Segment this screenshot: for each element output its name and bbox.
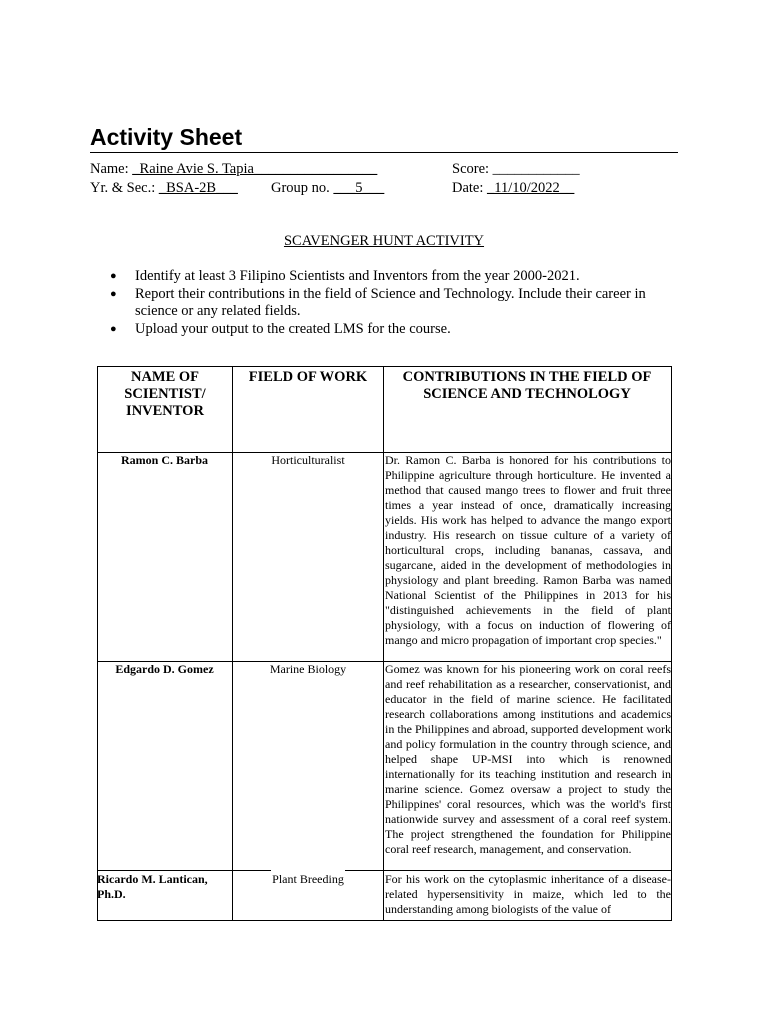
- table-border-right: [671, 366, 672, 921]
- activity-heading: SCAVENGER HUNT ACTIVITY: [283, 233, 485, 249]
- instruction-list: [110, 268, 680, 339]
- column-divider: [383, 366, 384, 921]
- field-of-work: Plant Breeding: [272, 872, 344, 886]
- table-border-bottom: [97, 920, 672, 921]
- column-divider: [232, 366, 233, 921]
- yrsec-row: [90, 180, 238, 197]
- field-of-work: Horticulturalist: [271, 453, 345, 467]
- column-header-field: FIELD OF WORK: [248, 369, 368, 385]
- scientist-name: Ricardo M. Lantican, Ph.D.: [97, 872, 208, 901]
- instruction-item: ● Upload your output to the created LMS for the course.: [110, 321, 680, 338]
- name-label: Name:: [90, 161, 129, 177]
- score-label: Score:: [452, 161, 490, 177]
- title-divider: [90, 152, 678, 153]
- page-title: Activity Sheet: [90, 124, 243, 150]
- column-header-contributions: CONTRIBUTIONS IN THE FIELD OF SCIENCE AND TECHNOLOGY: [402, 369, 652, 402]
- contribution-text: Dr. Ramon C. Barba is honored for his contributions to Philippine agriculture through horticulture. He invented a method that caused mango trees to flower and fruit three times a year instead of once, dramatically increasing yields. His work has helped to advance the mango export industry. His research on tissue culture of a variety of horticultural crops, including bananas, cassava, and sugarcane, aided in the development of methodologies in physiology and plant breeding. Ramon Barba was named National Scientist of the Philippines in 2013 for his "distinguished achievements in the field of plant physiology, with a focus on induction of flowering of mango and micro propagation of important crop species.": [385, 453, 671, 647]
- group-value: ___5___: [333, 180, 385, 196]
- group-row: [271, 180, 384, 197]
- contribution-text: For his work on the cytoplasmic inheritance of a disease-related hypersensitivity in maize, which led to the understanding among biologists of the value of: [385, 872, 671, 916]
- table-border-left: [97, 452, 98, 921]
- name-row: [90, 161, 377, 178]
- contribution-text: Gomez was known for his pioneering work on coral reefs and reef rehabilitation as a researcher, conservationist, and educator in the field of marine science. He facilitated research collaborations among institutions and academics in the Philippines and abroad, supported development work and policy formulation in the country through science, and helped shape UP-MSI into which is renowned internationally for its teaching institution and research in marine science. Gomez oversaw a project to study the Philippines' coral resources, which was the world's first nationwide survey and assessment of a coral reef system. The project strengthened the foundation for Philippine coral reef research, management, and conservation.: [385, 662, 671, 856]
- group-label: Group no.: [271, 180, 330, 196]
- scientists-table: [97, 366, 672, 921]
- date-label: Date:: [452, 180, 484, 196]
- score-value: ____________: [492, 161, 580, 177]
- table-border-top: [97, 366, 672, 367]
- yrsec-label: Yr. & Sec.:: [90, 180, 156, 196]
- table-border-left-header: [97, 366, 98, 452]
- scientist-name: Edgardo D. Gomez: [115, 662, 214, 676]
- scientist-name: Ramon C. Barba: [120, 453, 208, 467]
- date-value: _11/10/2022__: [487, 180, 575, 196]
- column-header-name: NAME OF SCIENTIST/ INVENTOR: [124, 369, 206, 419]
- score-row: [452, 161, 580, 178]
- yrsec-value: _BSA-2B___: [158, 180, 238, 196]
- date-row: [452, 180, 574, 197]
- row-divider-partial: [97, 870, 271, 871]
- field-of-work: Marine Biology: [269, 662, 347, 676]
- name-value: _Raine Avie S. Tapia_________________: [132, 161, 378, 177]
- row-divider-partial: [345, 870, 672, 871]
- instruction-item: ● Report their contributions in the field of Science and Technology. Include their career in science or any related fields.: [110, 286, 680, 320]
- instruction-item: ● Identify at least 3 Filipino Scientists and Inventors from the year 2000-2021.: [110, 268, 680, 285]
